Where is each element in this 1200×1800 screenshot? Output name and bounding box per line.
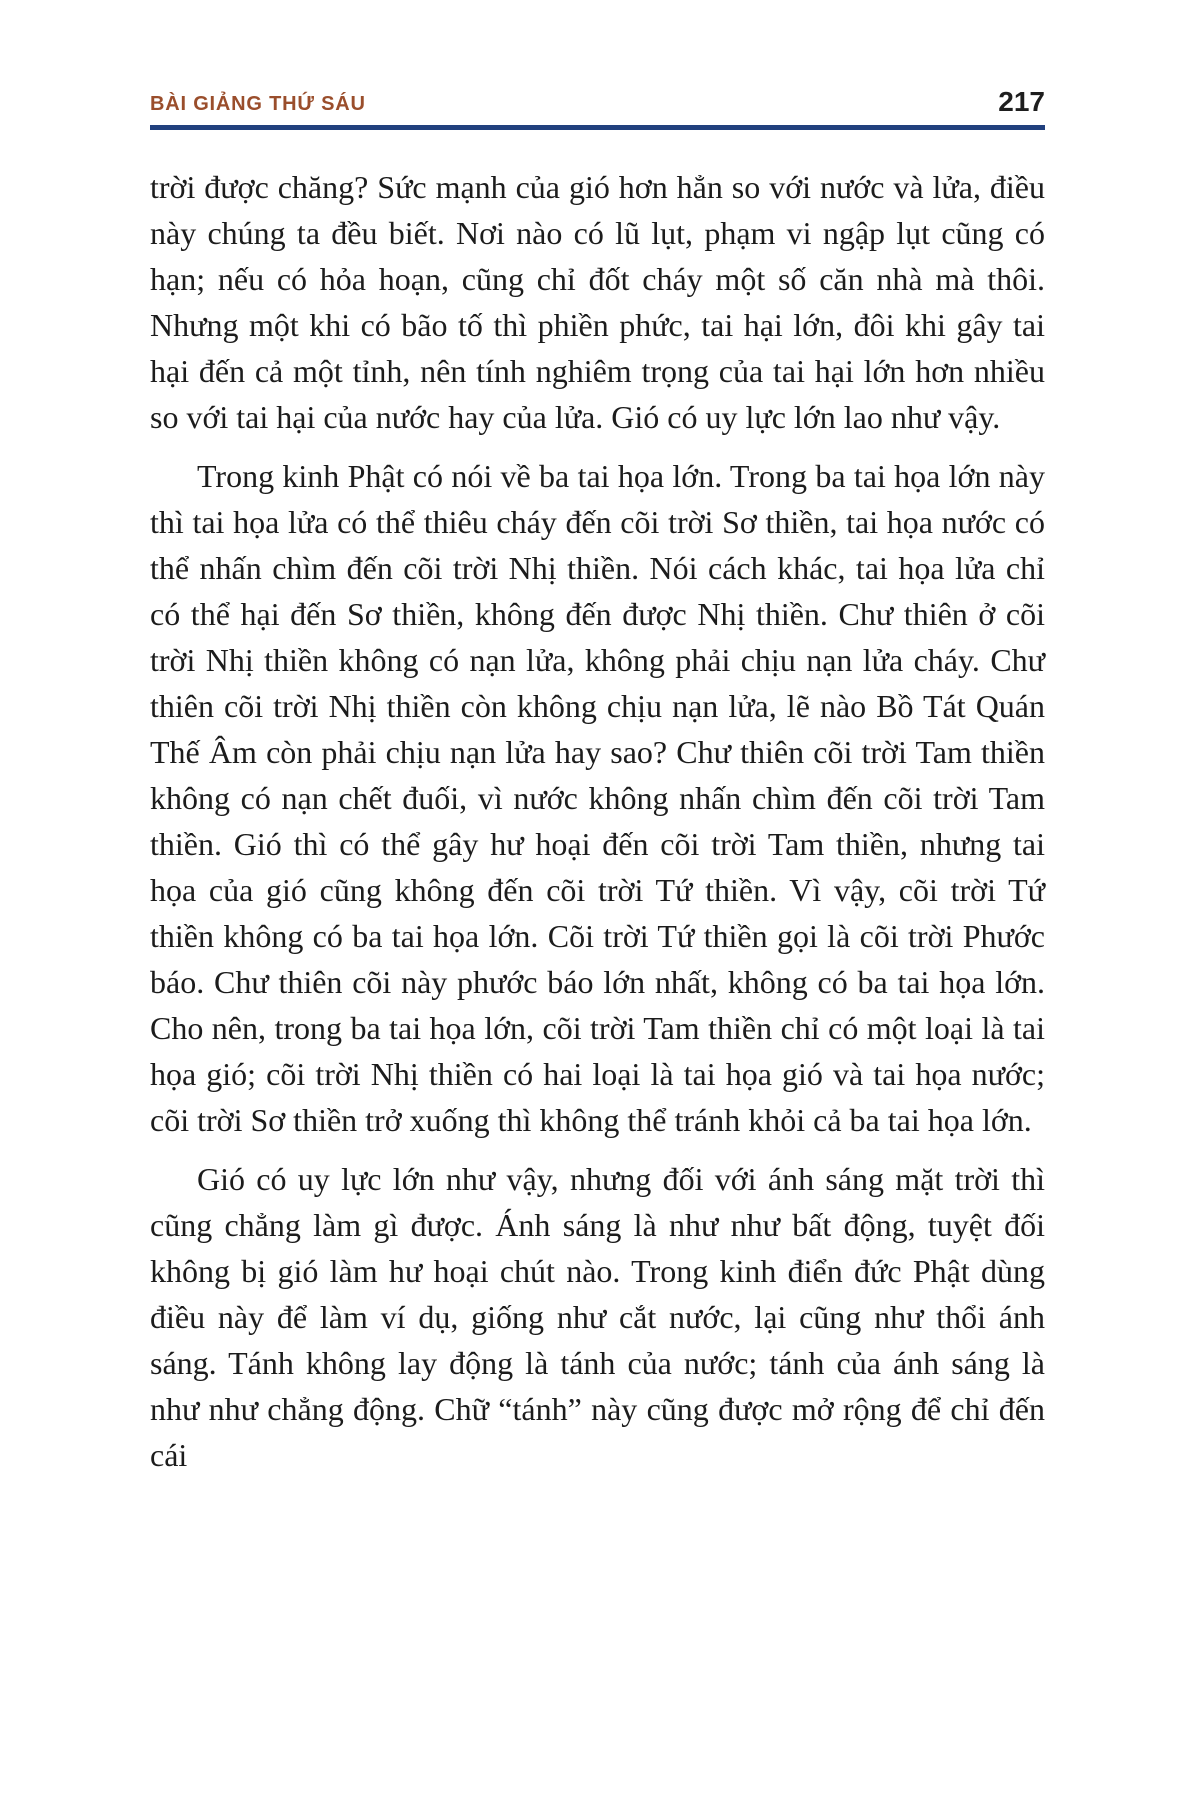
header-rule: [150, 125, 1045, 130]
running-title: BÀI GIẢNG THỨ SÁU: [150, 93, 366, 115]
paragraph-continuation: trời được chăng? Sức mạnh của gió hơn hẳn so với nước và lửa, điều này chúng ta đều biết. Nơi nào có lũ lụt, phạm vi ngập lụt cũng có hạn; nếu có hỏa hoạn, cũng chỉ đốt cháy một số căn nhà mà thôi. Nhưng một khi có bão tố thì phiền phức, tai hại lớn, đôi khi gây tai hại đến cả một tỉnh, nên tính nghiêm trọng của tai hại lớn hơn nhiều so với tai hại của nước hay của lửa. Gió có uy lực lớn lao như vậy.: [150, 169, 1045, 435]
page-body: [150, 164, 1045, 1478]
page-header: [150, 88, 1045, 116]
page-number: 217: [998, 86, 1045, 117]
paragraph-sunlight: Gió có uy lực lớn như vậy, nhưng đối với ánh sáng mặt trời thì cũng chẳng làm gì được. Ánh sáng là như như bất động, tuyệt đối không bị gió làm hư hoại chút nào. Trong kinh điển đức Phật dùng điều này để làm ví dụ, giống như cắt nước, lại cũng như thổi ánh sáng. Tánh không lay động là tánh của nước; tánh của ánh sáng là như như chẳng động. Chữ “tánh” này cũng được mở rộng để chỉ đến cái: [150, 1161, 1045, 1473]
paragraph-three-calamities: Trong kinh Phật có nói về ba tai họa lớn. Trong ba tai họa lớn này thì tai họa lửa có thể thiêu cháy đến cõi trời Sơ thiền, tai họa nước có thể nhấn chìm đến cõi trời Nhị thiền. Nói cách khác, tai họa lửa chỉ có thể hại đến Sơ thiền, không đến được Nhị thiền. Chư thiên ở cõi trời Nhị thiền không có nạn lửa, không phải chịu nạn lửa cháy. Chư thiên cõi trời Nhị thiền còn không chịu nạn lửa, lẽ nào Bồ Tát Quán Thế Âm còn phải chịu nạn lửa hay sao? Chư thiên cõi trời Tam thiền không có nạn chết đuối, vì nước không nhấn chìm đến cõi trời Tam thiền. Gió thì có thể gây hư hoại đến cõi trời Tam thiền, nhưng tai họa của gió cũng không đến cõi trời Tứ thiền. Vì vậy, cõi trời Tứ thiền không có ba tai họa lớn. Cõi trời Tứ thiền gọi là cõi trời Phước báo. Chư thiên cõi này phước báo lớn nhất, không có ba tai họa lớn. Cho nên, trong ba tai họa lớn, cõi trời Tam thiền chỉ có một loại là tai họa gió; cõi trời Nhị thiền có hai loại là tai họa gió và tai họa nước; cõi trời Sơ thiền trở xuống thì không thể tránh khỏi cả ba tai họa lớn.: [150, 458, 1045, 1138]
